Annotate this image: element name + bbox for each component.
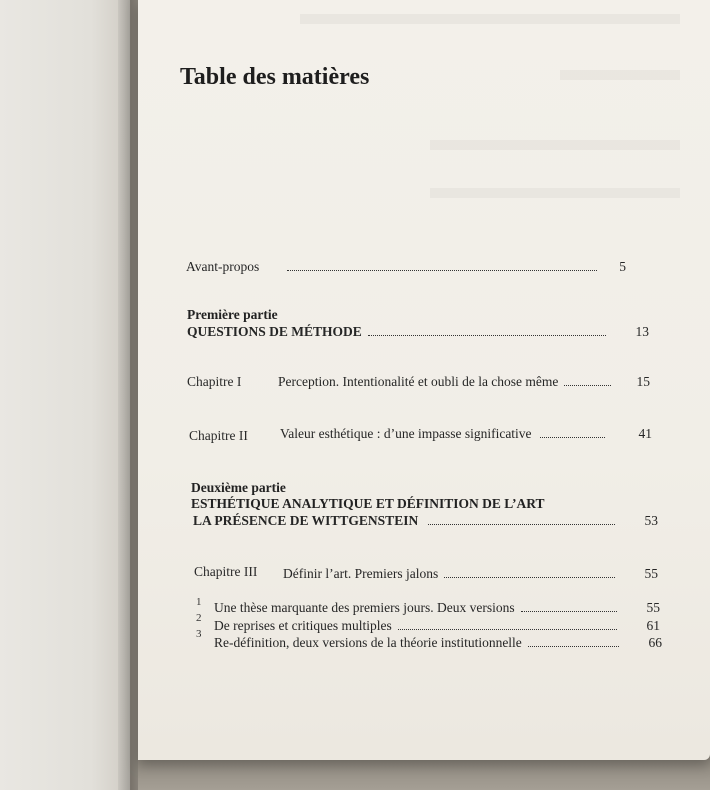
section-number: 1 [196,596,202,608]
show-through-text [430,140,680,150]
page-title: Table des matières [180,64,370,90]
section-number: 2 [196,612,202,624]
show-through-text [430,188,680,198]
toc-entry-avant-propos [186,259,626,275]
page-number: 5 [619,259,626,274]
toc-entry-sub3 [214,635,662,651]
leader-dots [564,385,610,386]
page-number: 55 [644,566,658,581]
toc-entry-part2 [193,513,658,529]
leader-dots [528,646,619,647]
page-number: 55 [646,600,660,615]
leader-dots [398,629,617,630]
toc-entry-chap3 [283,566,658,582]
entry-label: Avant-propos [186,259,260,274]
part-title: ESTHÉTIQUE ANALYTIQUE ET DÉFINITION DE L’ART [191,496,545,511]
section-title: Une thèse marquante des premiers jours. Deux versions [214,600,515,615]
toc-entry-sub2 [214,618,660,634]
chapter-label: Chapitre I [187,374,242,389]
chapter-label: Chapitre III [194,564,258,579]
page-number: 41 [638,426,652,441]
page-number: 53 [644,513,658,528]
section-number: 3 [196,628,202,640]
leader-dots [287,270,597,271]
chapter-title: Définir l’art. Premiers jalons [283,566,439,581]
show-through-text [560,70,680,80]
leader-dots [540,437,605,438]
page-number: 61 [646,618,660,633]
page-number: 13 [635,324,649,339]
section-title: De reprises et critiques multiples [214,618,392,633]
part-title: QUESTIONS DE MÉTHODE [187,324,362,339]
show-through-text [300,14,680,24]
leader-dots [521,611,617,612]
part-subtitle: LA PRÉSENCE DE WITTGENSTEIN [193,513,419,528]
leader-dots [368,335,606,336]
chapter-title: Perception. Intentionalité et oubli de la chose même [278,374,559,389]
leader-dots [444,577,614,578]
chapter-title: Valeur esthétique : d’une impasse significative [280,426,532,441]
page-number: 15 [636,374,650,389]
toc-entry-chap1 [278,374,650,390]
part-heading: Première partie [187,307,278,322]
leader-dots [428,524,614,525]
part-heading: Deuxième partie [191,480,286,495]
toc-entry-part1 [187,324,649,340]
toc-entry-sub1 [214,600,660,616]
toc-entry-chap2 [280,426,652,442]
page-number: 66 [648,635,662,650]
section-title: Re-définition, deux versions de la théorie institutionnelle [214,635,522,650]
left-blank-page [0,0,130,790]
chapter-label: Chapitre II [189,428,248,443]
